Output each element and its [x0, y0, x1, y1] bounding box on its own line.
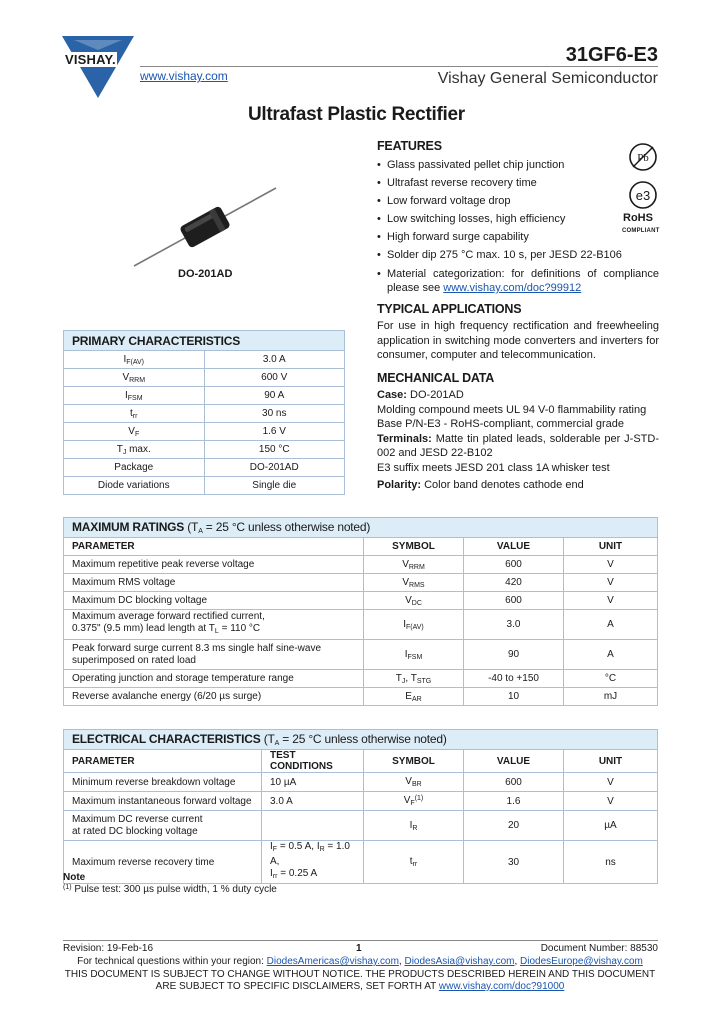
material-link[interactable]: www.vishay.com/doc?99912 [443, 282, 582, 294]
technical-contacts: For technical questions within your region: DiodesAmericas@vishay.com, DiodesAsia@vishay.com, DiodesEurope@vishay.com [77, 956, 643, 967]
feature-item-material [377, 267, 659, 295]
material-text: Material categorization: for definitions of compliance please see [387, 268, 659, 294]
document-title: Ultrafast Plastic Rectifier [248, 104, 465, 125]
table-row: Maximum instantaneous forward voltage 3.0 A $V_F^{(1)}$ 1.6 V [64, 792, 658, 811]
table-row: Reverse avalanche energy (6/20 µs surge) $E_{AR}$ 10 mJ [64, 688, 658, 706]
col-symbol: SYMBOL [364, 538, 464, 556]
email-asia-link[interactable]: DiodesAsia@vishay.com [404, 956, 515, 967]
features-heading: FEATURES [377, 139, 442, 153]
table-row: $I_{F(AV)}$ 3.0 A [64, 351, 345, 369]
feature-item: • Glass passivated pellet chip junction [377, 156, 659, 174]
table-row: Maximum average forward rectified current, 0.375" (9.5 mm) lead length at $T_L = 110$ °C $I_{F(AV)}$ 3.0 A [64, 610, 658, 640]
table-row: Operating junction and storage temperature range $T_J$, $T_{STG}$ -40 to +150 °C [64, 670, 658, 688]
mech-molding: Molding compound meets UL 94 V-0 flammability rating [377, 403, 647, 416]
col-symbol: SYMBOL [364, 750, 464, 773]
disclaimer-line-1: THIS DOCUMENT IS SUBJECT TO CHANGE WITHOUT NOTICE. THE PRODUCTS DESCRIBED HEREIN AND THIS DOCUMENT [64, 969, 656, 980]
lead-free-icon [628, 142, 658, 172]
col-test-conditions: TEST CONDITIONS [262, 750, 364, 773]
part-number: 31GF6-E3 [565, 44, 658, 66]
mech-case: Case: DO-201AD [377, 389, 464, 401]
table-row: $t_{rr}$ 30 ns [64, 405, 345, 423]
table-row: $I_{FSM}$ 90 A [64, 387, 345, 405]
mech-polarity: Polarity: Color band denotes cathode end [377, 479, 584, 491]
feature-item: • Solder dip 275 °C max. 10 s, per JESD 22-B106 [377, 246, 659, 264]
e3-symbol: e3 [635, 188, 651, 203]
col-unit: UNIT [564, 750, 658, 773]
mech-terminals: Terminals: Matte tin plated leads, solderable per J-STD-002 and JESD 22-B102 [377, 432, 659, 459]
col-value: VALUE [464, 750, 564, 773]
footer-divider [63, 940, 658, 941]
email-europe-link[interactable]: DiodesEurope@vishay.com [520, 956, 643, 967]
feature-item: • Low switching losses, high efficiency [377, 210, 659, 228]
maximum-ratings-table [63, 517, 658, 706]
vishay-logo [62, 36, 134, 98]
table-row: $V_F$ 1.6 V [64, 423, 345, 441]
col-parameter: PARAMETER [64, 538, 364, 556]
note-1: $^{(1)}$ Pulse test: 300 µs pulse width, 1 % duty cycle [63, 884, 277, 895]
table-row: Maximum repetitive peak reverse voltage $V_{RRM}$ 600 V [64, 556, 658, 574]
table-row: Maximum DC blocking voltage $V_{DC}$ 600 V [64, 592, 658, 610]
table-row: Diode variations Single die [64, 477, 345, 495]
max-ratings-caption: MAXIMUM RATINGS ($T_A = 25$ °C unless otherwise noted) [64, 518, 658, 538]
table-row: Peak forward surge current 8.3 ms single half sine-wave superimposed on rated load $I_{FSM}$ 90 A [64, 640, 658, 670]
document-number: Document Number: 88530 [540, 943, 658, 954]
table-row: $T_J$ max. 150 °C [64, 441, 345, 459]
pb-symbol: Pb [637, 152, 649, 164]
table-row: Maximum DC reverse current at rated DC blocking voltage $I_R$ 20 µA [64, 811, 658, 841]
mech-whisker: E3 suffix meets JESD 201 class 1A whisker test [377, 461, 610, 474]
col-parameter: PARAMETER [64, 750, 262, 773]
page-number: 1 [356, 943, 362, 954]
website-link[interactable]: www.vishay.com [140, 69, 228, 83]
mech-base: Base P/N-E3 - RoHS-compliant, commercial grade [377, 418, 624, 430]
table-row: $V_{RRM}$ 600 V [64, 369, 345, 387]
features-list [377, 156, 659, 295]
primary-characteristics-table [63, 330, 345, 495]
feature-item: • Ultrafast reverse recovery time [377, 174, 659, 192]
logo-text: VISHAY. [65, 52, 116, 67]
disclaimer-line-2: ARE SUBJECT TO SPECIFIC DISCLAIMERS, SET FORTH AT www.vishay.com/doc?91000 [155, 981, 565, 992]
table-row: Maximum RMS voltage $V_{RMS}$ 420 V [64, 574, 658, 592]
package-label: DO-201AD [178, 268, 233, 280]
feature-item: • Low forward voltage drop [377, 192, 659, 210]
feature-item: • High forward surge capability [377, 228, 659, 246]
company-name: Vishay General Semiconductor [437, 70, 658, 87]
note-heading: Note [63, 872, 86, 883]
disclaimer-link[interactable]: www.vishay.com/doc?91000 [438, 981, 565, 992]
col-unit: UNIT [564, 538, 658, 556]
mechanical-heading: MECHANICAL DATA [377, 371, 495, 385]
applications-heading: TYPICAL APPLICATIONS [377, 302, 522, 316]
mechanical-data [377, 388, 659, 493]
e3-icon [628, 180, 658, 210]
table-row: Minimum reverse breakdown voltage 10 µA $V_{BR}$ 600 V [64, 773, 658, 792]
header-divider [140, 66, 658, 67]
diode-package-image [130, 182, 280, 272]
electrical-caption: ELECTRICAL CHARACTERISTICS ($T_A = 25$ °C unless otherwise noted) [64, 730, 658, 750]
applications-text: For use in high frequency rectification and freewheeling application in switching mode converters and inverters for consumer, computer and telecommunication. [377, 320, 659, 361]
primary-caption: PRIMARY CHARACTERISTICS [64, 331, 345, 351]
compliant-label: COMPLIANT [622, 228, 660, 234]
electrical-characteristics-table [63, 729, 658, 884]
table-row: Maximum reverse recovery time $I_F = 0.5$ A, $I_R = 1.0$ A, $I_{rr} = 0.25$ A $t_{rr}$ 30 ns [64, 841, 658, 884]
table-row: Package DO-201AD [64, 459, 345, 477]
col-value: VALUE [464, 538, 564, 556]
rohs-label: RoHS [623, 212, 653, 224]
email-americas-link[interactable]: DiodesAmericas@vishay.com [266, 956, 399, 967]
revision-date: Revision: 19-Feb-16 [63, 943, 154, 954]
